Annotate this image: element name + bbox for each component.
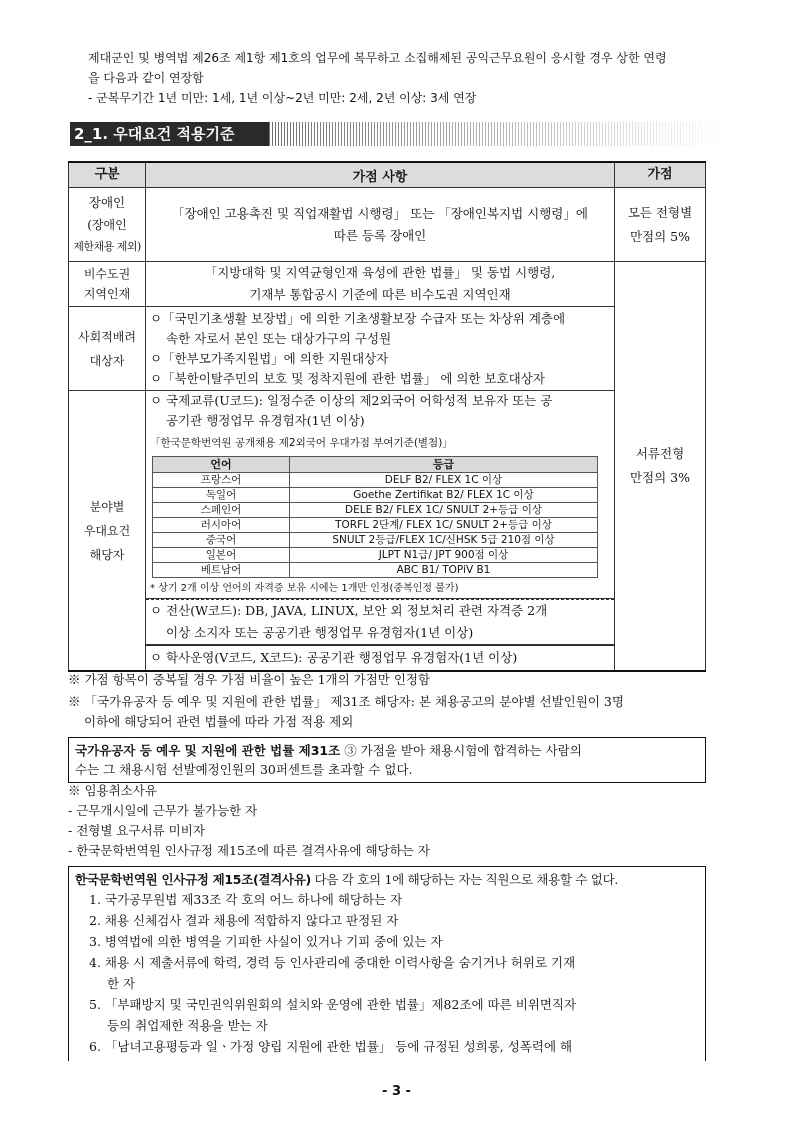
list-item: 4. 채용 시 제출서류에 학력, 경력 등 인사관리에 중대한 이력사항을 숨기거나 허위로 기재 bbox=[89, 955, 576, 970]
list-item: - 근무개시일에 근무가 불가능한 자 bbox=[68, 803, 258, 818]
list-item: - 전형별 요구서류 미비자 bbox=[68, 823, 205, 838]
language-table bbox=[152, 456, 598, 578]
it-block: ㅇ 전산(W코드): DB, JAVA, LINUX, 보안 외 정보처리 관련 자격증 2개 이상 소지자 또는 공공기관 행정업무 유경험자(1년 이상) bbox=[146, 599, 614, 645]
list-item: 5. 「부패방지 및 국민권익위원회의 설치와 운영에 관한 법률」제82조에 따른 비위면직자 bbox=[89, 997, 577, 1012]
veteran-law-box: 국가유공자 등 예우 및 지원에 관한 법률 제31조 ③ 가점을 받아 채용시험에 합격하는 사람의 수는 그 채용시험 선발예정인원의 30퍼센트를 초과할 수 없다. bbox=[68, 737, 706, 783]
lang-header-language: 언어 bbox=[153, 457, 290, 473]
points-disabled: 모든 전형별 만점의 5% bbox=[615, 188, 706, 262]
lang-header-row bbox=[153, 457, 598, 473]
lang-caption: 「한국문학번역원 공개채용 제2외국어 우대가점 부여기준(별첨)」 bbox=[150, 437, 453, 449]
list-item: 등의 취업제한 적용을 받는 자 bbox=[107, 1018, 268, 1033]
header-points: 가점 bbox=[615, 162, 706, 188]
intro-line-2: 을 다음과 같이 연장함 bbox=[88, 71, 204, 85]
section-header bbox=[70, 122, 730, 146]
label-disabled: 장애인 (장애인 제한채용 제외) bbox=[69, 188, 146, 262]
page-number: - 3 - bbox=[382, 1084, 411, 1099]
disqualification-box: 한국문학번역원 인사규정 제15조(결격사유) 다음 각 호의 1에 해당하는 자는 직원으로 채용할 수 없다. 1. 국가공무원법 제33조 각 호의 어느 하나에 해당하는 자 2. 채용 신체검사 결과 채용에 적합하지 않다고 판정된 자 3. 병역법에 의한 병역을 기피한 사실이 있거나 기피 중에 있는 자 4. 채용 시 제출서류에 학력, 경력 등 인사관리에 중대한 이력사항을 숨기거나 허위로 기재 한 자 5. 「부패방지 및 국민권익위원회의 설치와 운영에 관한 법률」제82조에 따른 비위면직자 등의 취업제한 적용을 받는 자 6. 「남녀고용평등과 일ㆍ가정 양립 지원에 관한 법률」 등에 규정된 성희롱, 성폭력에 해 bbox=[68, 866, 706, 1061]
list-item: 3. 병역법에 의한 병역을 기피한 사실이 있거나 기피 중에 있는 자 bbox=[89, 934, 443, 949]
details-social: ㅇ「국민기초생활 보장법」에 의한 기초생활보장 수급자 또는 차상위 계층에 속한 자로서 본인 또는 대상가구의 구성원 ㅇ「한부모가족지원법」에 의한 지원대상자 ㅇ「북한이탈주민의 보호 및 정착지원에 관한 법률」 에 의한 보호대상자 bbox=[146, 307, 615, 391]
lang-header-grade: 등급 bbox=[290, 457, 598, 473]
table-header-row bbox=[69, 162, 706, 188]
details-regional: 「지방대학 및 지역균형인재 육성에 관한 법률」 및 동법 시행령, 기재부 통합공시 기준에 따른 비수도권 지역인재 bbox=[146, 262, 615, 307]
table-row-disabled bbox=[69, 188, 706, 262]
table-row-field bbox=[69, 391, 706, 672]
intro-line-3: - 군복무기간 1년 미만: 1세, 1년 이상~2년 미만: 2세, 2년 이상: 3세 연장 bbox=[88, 91, 477, 105]
preference-table bbox=[68, 161, 706, 672]
header-category: 구분 bbox=[69, 162, 146, 188]
list-item: 2. 채용 신체검사 결과 채용에 적합하지 않다고 판정된 자 bbox=[89, 913, 399, 928]
list-item: 한 자 bbox=[107, 976, 136, 991]
list-item: 1. 국가공무원법 제33조 각 호의 어느 하나에 해당하는 자 bbox=[89, 892, 403, 907]
cancel-title: ※ 임용취소사유 bbox=[68, 783, 157, 798]
edu-block: ㅇ 학사운영(V코드, X코드): 공공기관 행정업무 유경험자(1년 이상) bbox=[146, 645, 614, 670]
table-row: 베트남어 ABC B1/ TOPiV B1 bbox=[153, 563, 598, 578]
section-title: 2_1. 우대요건 적용기준 bbox=[70, 122, 269, 146]
table-row: 스페인어 DELE B2/ FLEX 1C/ SNULT 2+등급 이상 bbox=[153, 503, 598, 518]
label-regional: 비수도권 지역인재 bbox=[69, 262, 146, 307]
rule-title: 한국문학번역원 인사규정 제15조(결격사유) bbox=[75, 872, 311, 887]
lang-note: * 상기 2개 이상 언어의 자격증 보유 시에는 1개만 인정(중복인정 불가) bbox=[150, 583, 459, 594]
label-social: 사회적배려 대상자 bbox=[69, 307, 146, 391]
table-row-social bbox=[69, 307, 706, 391]
table-row: 중국어 SNULT 2등급/FLEX 1C/신HSK 5급 210점 이상 bbox=[153, 533, 598, 548]
note-duplicate: ※ 가점 항목이 중복될 경우 가점 비율이 높은 1개의 가점만 인정함 bbox=[68, 672, 431, 687]
veteran-law-title: 국가유공자 등 예우 및 지원에 관한 법률 제31조 bbox=[75, 743, 341, 758]
list-item: 6. 「남녀고용평등과 일ㆍ가정 양립 지원에 관한 법률」 등에 규정된 성희롱, 성폭력에 해 bbox=[89, 1039, 573, 1054]
table-row: 프랑스어 DELF B2/ FLEX 1C 이상 bbox=[153, 473, 598, 488]
note-veteran-1: ※ 「국가유공자 등 예우 및 지원에 관한 법률」 제31조 해당자: 본 채용공고의 분야별 선발인원이 3명 bbox=[68, 694, 624, 709]
intro-paragraph bbox=[88, 48, 728, 108]
list-item: - 한국문학번역원 인사규정 제15조에 따른 결격사유에 해당하는 자 bbox=[68, 843, 430, 858]
note-veteran-2: 이하에 해당되어 관련 법률에 따라 가점 적용 제외 bbox=[84, 714, 354, 729]
cancel-reasons bbox=[68, 781, 718, 861]
table-row: 러시아어 TORFL 2단계/ FLEX 1C/ SNULT 2+등급 이상 bbox=[153, 518, 598, 533]
intl-exchange-block: ㅇ 국제교류(U코드): 일정수준 이상의 제2외국어 어학성적 보유자 또는 공 공기관 행정업무 유경험자(1년 이상) 「한국문학번역원 공개채용 제2외국어 우대가점 부여기준(별첨)」 언어 등급 프랑스어 DELF B2/ FLEX 1C 이상 독일어 Goethe Zertifikat B2/ FLEX 1C 이상 스페인어 DELE B2/ FLEX 1C/ SNULT 2+등급 이상 러시아어 TORFL 2단계/ FLEX 1C/ SNULT 2+등급 이상 중국어 SNULT 2등급/FLEX 1C/신HSK 5급 210점 이상 일본어 JLPT N1급/ JPT 900점 이상 베트남어 ABC B1/ TOPiV B1 * 상기 2개 이상 언어의 자격증 보유 시에는 1개만 인정(중복인정 불가) bbox=[146, 391, 614, 599]
table-row: 일본어 JLPT N1급/ JPT 900점 이상 bbox=[153, 548, 598, 563]
table-row-regional bbox=[69, 262, 706, 307]
notes bbox=[68, 670, 718, 732]
details-disabled: 「장애인 고용촉진 및 직업재활법 시행령」 또는 「장애인복지법 시행령」에 따른 등록 장애인 bbox=[146, 188, 615, 262]
points-shared: 서류전형 만점의 3% bbox=[615, 262, 706, 672]
header-details: 가점 사항 bbox=[146, 162, 615, 188]
table-row: 독일어 Goethe Zertifikat B2/ FLEX 1C 이상 bbox=[153, 488, 598, 503]
label-field: 분야별 우대요건 해당자 bbox=[69, 391, 146, 672]
intro-line-1: 제대군인 및 병역법 제26조 제1항 제1호의 업무에 복무하고 소집해제된 공익근무요원이 응시할 경우 상한 연령 bbox=[88, 51, 667, 65]
details-field bbox=[146, 391, 615, 672]
